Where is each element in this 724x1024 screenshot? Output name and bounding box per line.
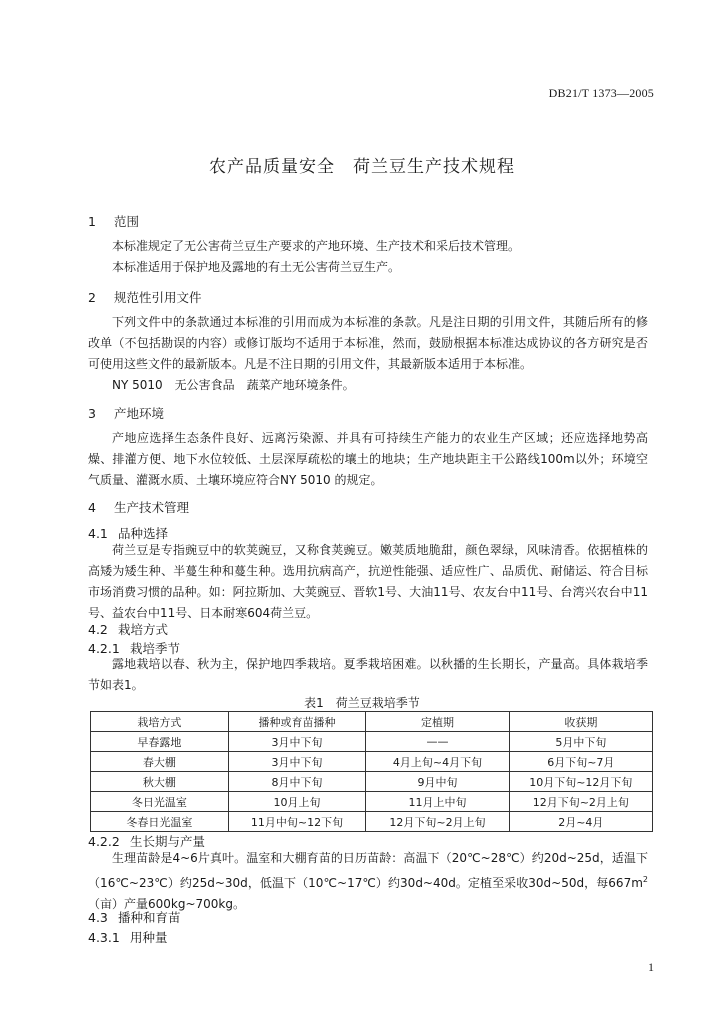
section-4-3-heading [88, 908, 181, 926]
section-3-heading [88, 404, 164, 422]
section-title: 生长期与产量 [130, 834, 206, 849]
table-cell: 10月上旬 [228, 792, 366, 812]
section-1-paragraph-1: 本标准规定了无公害荷兰豆生产要求的产地环境、生产技术和采后技术管理。 [112, 239, 521, 253]
table-row [91, 752, 653, 772]
section-number: 4.2 [88, 622, 108, 637]
table-cell: 冬日光温室 [91, 792, 229, 812]
section-4-1-paragraph-1: 荷兰豆是专指豌豆中的软荚豌豆，又称食荚豌豆。嫩荚质地脆甜，颜色翠绿，风味清香。依据植株的高矮为矮生种、半蔓生种和蔓生种。选用抗病高产，抗逆性能强、适应性广、品质优、耐储运、符合目标市场消费习惯的品种。如：阿拉斯加、大荚豌豆、晋软1号、大油11号、农友台中11号、台湾兴农台中11号、益农台中11号、日本耐寒604荷兰豆。 [88, 543, 648, 620]
column-header: 播种或育苗播种 [228, 712, 366, 732]
section-number: 2 [88, 290, 96, 305]
table-cell: 12月下旬~2月上旬 [366, 812, 509, 832]
table-cell: 11月上中旬 [366, 792, 509, 812]
table-header-row [91, 712, 653, 732]
section-4-2-heading [88, 620, 168, 638]
table-row [91, 772, 653, 792]
section-number: 1 [88, 214, 96, 229]
column-header: 收获期 [509, 712, 652, 732]
section-2-reference: NY 5010 无公害食品 蔬菜产地环境条件。 [112, 378, 355, 392]
section-title: 用种量 [130, 930, 168, 945]
table-row [91, 792, 653, 812]
section-number: 4.3.1 [88, 930, 120, 945]
section-number: 4.1 [88, 526, 108, 541]
table-cell: 3月中下旬 [228, 732, 366, 752]
section-4-3-1-heading [88, 928, 168, 946]
table-row [91, 812, 653, 832]
column-header: 定植期 [366, 712, 509, 732]
section-4-2-1-paragraph-1: 露地栽培以春、秋为主，保护地四季栽培。夏季栽培困难。以秋播的生长期长，产量高。具体栽培季节如表1。 [88, 657, 648, 692]
section-title: 栽培季节 [130, 641, 181, 656]
section-4-heading [88, 498, 189, 516]
section-3-paragraph-1: 产地应选择生态条件良好、远离污染源、并具有可持续生产能力的农业生产区域；还应选择地势高燥、排灌方便、地下水位较低、土层深厚疏松的壤土的地块；生产地块距主干公路线100m以外；环境空气质量、灌溉水质、土壤环境应符合NY 5010 的规定。 [88, 431, 648, 487]
table-cell: 冬春日光温室 [91, 812, 229, 832]
table-cell: 11月中旬~12下旬 [228, 812, 366, 832]
section-title: 规范性引用文件 [114, 290, 202, 305]
table-cell: 10月下旬~12月下旬 [509, 772, 652, 792]
paragraph-text-tail: （亩）产量600kg~700kg。 [88, 897, 245, 911]
document-title: 农产品质量安全 荷兰豆生产技术规程 [209, 157, 515, 177]
page-number: 1 [648, 960, 654, 974]
section-title: 范围 [114, 214, 140, 229]
table-cell: 秋大棚 [91, 772, 229, 792]
section-4-2-2-paragraph-1 [88, 848, 648, 915]
section-2-paragraph-1: 下列文件中的条款通过本标准的引用而成为本标准的条款。凡是注日期的引用文件，其随后所有的修改单（不包括勘误的内容）或修订版均不适用于本标准，然而，鼓励根据本标准达成协议的各方研究是否可使用这些文件的最新版本。凡是不注日期的引用文件，其最新版本适用于本标准。 [88, 315, 648, 371]
table-cell: —— [366, 732, 509, 752]
table-cell: 6月下旬~7月 [509, 752, 652, 772]
section-number: 4.2.2 [88, 834, 120, 849]
section-2-heading [88, 288, 202, 306]
section-title: 产地环境 [114, 406, 165, 421]
section-1-heading [88, 212, 139, 230]
table-cell: 早春露地 [91, 732, 229, 752]
section-title: 品种选择 [118, 526, 169, 541]
table-cell: 12月下旬~2月上旬 [509, 792, 652, 812]
superscript: 2 [642, 875, 648, 884]
table-row [91, 732, 653, 752]
table-cell: 春大棚 [91, 752, 229, 772]
section-number: 3 [88, 406, 96, 421]
table-cell: 8月中下旬 [228, 772, 366, 792]
cultivation-season-table [90, 711, 653, 832]
table-cell: 2月~4月 [509, 812, 652, 832]
section-title: 播种和育苗 [118, 910, 181, 925]
section-title: 生产技术管理 [114, 500, 190, 515]
table-caption: 表1 荷兰豆栽培季节 [304, 696, 420, 710]
section-number: 4 [88, 500, 96, 515]
table-cell: 5月中下旬 [509, 732, 652, 752]
table-cell: 9月中旬 [366, 772, 509, 792]
section-number: 4.2.1 [88, 641, 120, 656]
table-cell: 4月上旬~4月下旬 [366, 752, 509, 772]
standard-number: DB21/T 1373—2005 [548, 86, 654, 100]
section-number: 4.3 [88, 910, 108, 925]
paragraph-text: 生理苗龄是4~6片真叶。温室和大棚育苗的日历苗龄：高温下（20℃~28℃）约20d~25d，适温下（16℃~23℃）约25d~30d，低温下（10℃~17℃）约30d~40d。定植至采收30d~50d，每667m [88, 851, 648, 890]
column-header: 栽培方式 [91, 712, 229, 732]
table-cell: 3月中下旬 [228, 752, 366, 772]
section-1-paragraph-2: 本标准适用于保护地及露地的有土无公害荷兰豆生产。 [112, 260, 401, 274]
section-title: 栽培方式 [118, 622, 169, 637]
